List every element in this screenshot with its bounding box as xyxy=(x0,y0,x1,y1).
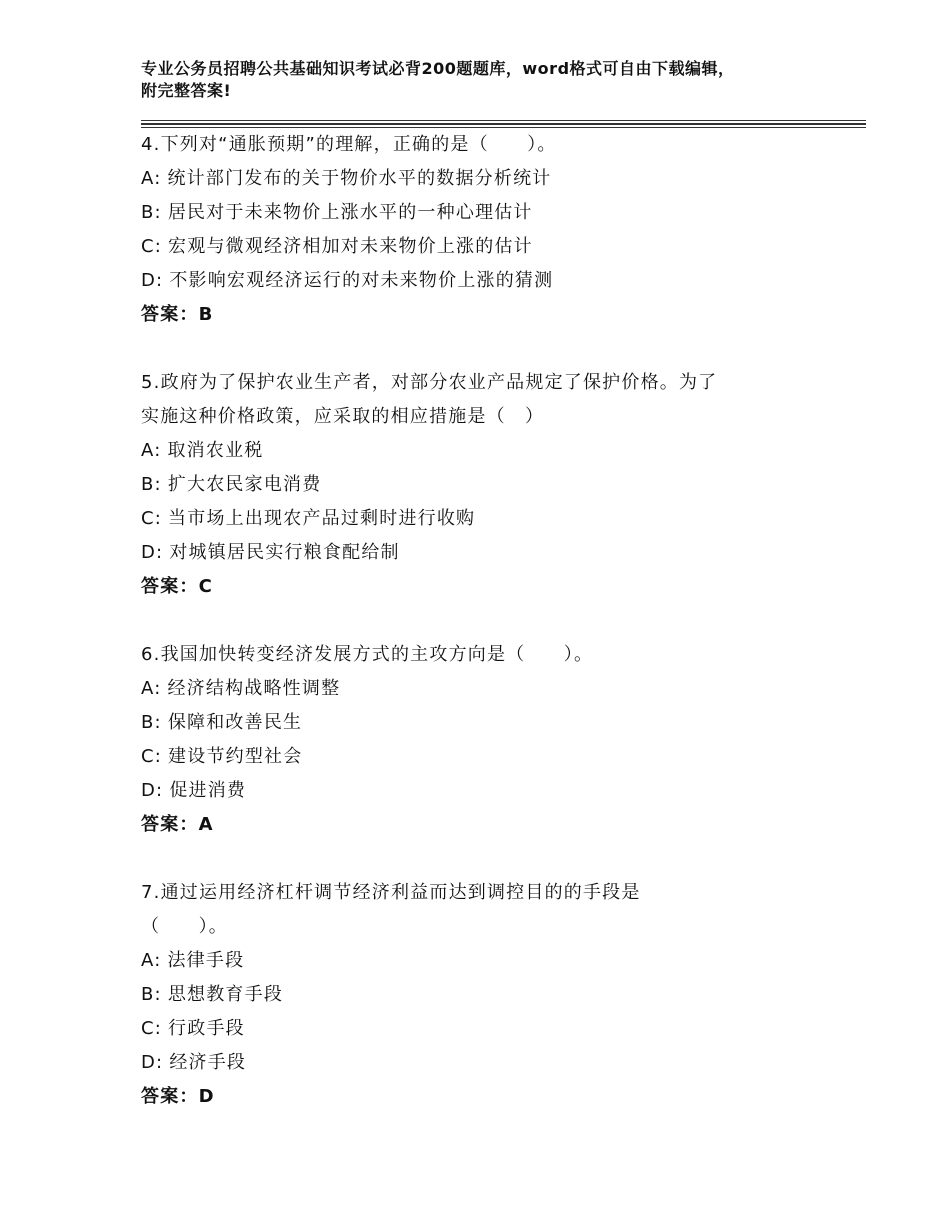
answer-label: 答案：A xyxy=(141,814,214,835)
option-b xyxy=(141,468,861,502)
option-letter: A: xyxy=(141,950,162,971)
option-a xyxy=(141,434,861,468)
option-text: 建设节约型社会 xyxy=(168,746,303,767)
option-text: 保障和改善民生 xyxy=(167,712,303,733)
option-letter: D: xyxy=(141,542,164,563)
question-stem-continued: （ ）。 xyxy=(141,916,228,937)
option-letter: C: xyxy=(141,236,163,257)
question-stem: 5.政府为了保护农业生产者，对部分农业产品规定了保护价格。为了 xyxy=(141,372,718,393)
option-letter: B: xyxy=(141,202,162,223)
option-letter: A: xyxy=(141,440,162,461)
answer-label: 答案：B xyxy=(141,304,214,325)
option-text: 宏观与微观经济相加对未来物价上涨的估计 xyxy=(168,236,533,257)
header-divider-top xyxy=(141,120,866,121)
option-text: 促进消费 xyxy=(169,780,247,801)
option-letter: C: xyxy=(141,1018,163,1039)
option-text: 统计部门发布的关于物价水平的数据分析统计 xyxy=(167,168,552,189)
option-letter: A: xyxy=(141,168,162,189)
question-stem: 7.通过运用经济杠杆调节经济利益而达到调控目的的手段是 xyxy=(141,882,641,903)
question-4 xyxy=(141,128,861,332)
option-c xyxy=(141,230,861,264)
header-divider-middle xyxy=(141,123,866,125)
option-letter: D: xyxy=(141,270,164,291)
option-a xyxy=(141,944,861,978)
option-text: 取消农业税 xyxy=(167,440,264,461)
header-line-1: 专业公务员招聘公共基础知识考试必背200题题库，word格式可自由下载编辑， xyxy=(141,59,735,78)
option-a xyxy=(141,672,861,706)
option-letter: B: xyxy=(141,984,162,1005)
option-letter: C: xyxy=(141,746,163,767)
document-header xyxy=(141,58,841,102)
question-7 xyxy=(141,876,861,1114)
option-text: 经济结构战略性调整 xyxy=(167,678,341,699)
question-6 xyxy=(141,638,861,842)
question-5 xyxy=(141,366,861,604)
question-list xyxy=(141,128,861,1148)
option-letter: A: xyxy=(141,678,162,699)
option-letter: B: xyxy=(141,712,162,733)
option-letter: D: xyxy=(141,780,164,801)
question-stem: 6.我国加快转变经济发展方式的主攻方向是（ ）。 xyxy=(141,644,594,665)
option-d xyxy=(141,1046,861,1080)
header-line-2: 附完整答案! xyxy=(141,81,232,100)
option-d xyxy=(141,774,861,808)
option-b xyxy=(141,978,861,1012)
option-letter: D: xyxy=(141,1052,164,1073)
option-c xyxy=(141,502,861,536)
option-c xyxy=(141,1012,861,1046)
option-text: 行政手段 xyxy=(168,1018,245,1039)
option-c xyxy=(141,740,861,774)
option-text: 对城镇居民实行粮食配给制 xyxy=(169,542,400,563)
answer-label: 答案：D xyxy=(141,1086,215,1107)
option-text: 居民对于未来物价上涨水平的一种心理估计 xyxy=(167,202,533,223)
option-a xyxy=(141,162,861,196)
option-b xyxy=(141,196,861,230)
option-b xyxy=(141,706,861,740)
option-d xyxy=(141,264,861,298)
option-letter: C: xyxy=(141,508,163,529)
option-d xyxy=(141,536,861,570)
option-text: 当市场上出现农产品过剩时进行收购 xyxy=(168,508,476,529)
option-text: 法律手段 xyxy=(167,950,245,971)
question-stem-continued: 实施这种价格政策，应采取的相应措施是（ ） xyxy=(141,406,545,427)
option-text: 经济手段 xyxy=(169,1052,247,1073)
option-text: 不影响宏观经济运行的对未来物价上涨的猜测 xyxy=(169,270,554,291)
option-text: 扩大农民家电消费 xyxy=(167,474,322,495)
answer-label: 答案：C xyxy=(141,576,214,597)
option-text: 思想教育手段 xyxy=(167,984,284,1005)
question-stem: 4.下列对“通胀预期”的理解，正确的是（ ）。 xyxy=(141,134,557,155)
option-letter: B: xyxy=(141,474,162,495)
